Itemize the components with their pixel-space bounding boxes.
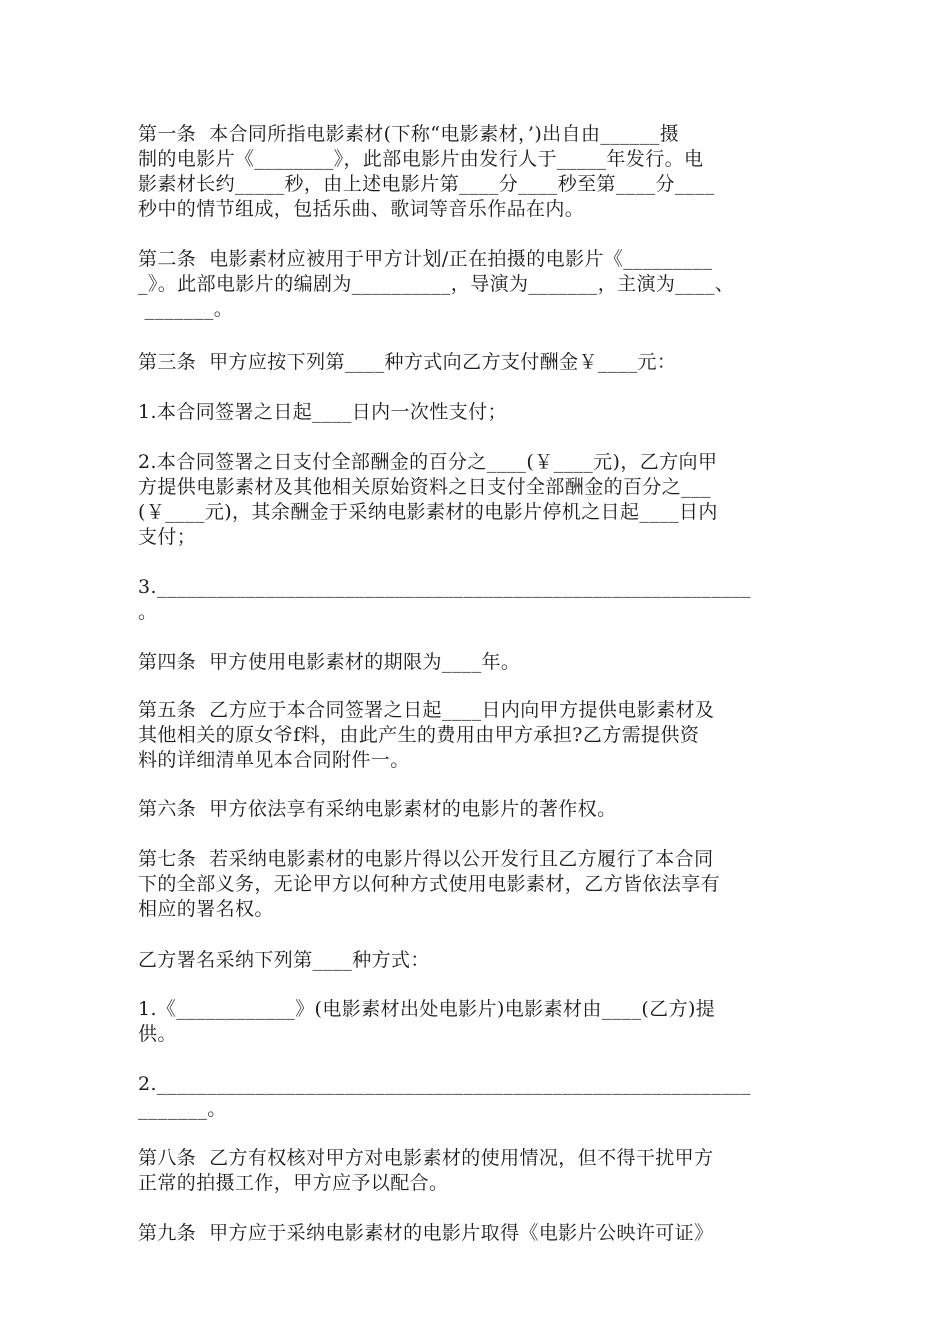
text-line: 其他相关的原女爷f料，由此产生的费用由甲方承担?乙方需提供资: [138, 724, 700, 746]
signature-option-2: [138, 1072, 818, 1122]
text-line: 第五条 乙方应于本合同签署之日起____日内向甲方提供电影素材及: [138, 699, 715, 721]
text-line: 料的详细清单见本合同附件一。: [138, 749, 410, 771]
text-line: _》。此部电影片的编剧为__________，导演为_______，主演为____、: [138, 273, 735, 295]
article-1-paragraph: [138, 122, 818, 222]
payment-option-1: [138, 400, 818, 425]
text-line: 相应的署名权。: [138, 898, 274, 920]
text-line: 第九条 甲方应于采纳电影素材的电影片取得《电影片公映许可证》: [138, 1222, 714, 1244]
text-line: 。: [138, 601, 158, 623]
signature-option-1: [138, 997, 818, 1047]
text-line: 第七条 若采纳电影素材的电影片得以公开发行且乙方履行了本合同: [138, 848, 714, 870]
article-2-paragraph: [138, 247, 818, 322]
article-6-paragraph: [138, 797, 818, 822]
text-line: 乙方署名采纳下列第____种方式：: [138, 949, 430, 971]
text-line: 第八条 乙方有权核对甲方对电影素材的使用情况，但不得干扰甲方: [138, 1147, 714, 1169]
text-line: 制的电影片《________》，此部电影片由发行人于_____年发行。电: [138, 148, 704, 170]
text-line: 供。: [138, 1023, 177, 1045]
payment-option-3: [138, 575, 818, 625]
text-line: 下的全部义务，无论甲方以何种方式使用电影素材，乙方皆依法享有: [138, 873, 721, 895]
text-line: 秒中的情节组成，包括乐曲、歌词等音乐作品在内。: [138, 198, 585, 220]
text-line: _______。: [138, 298, 234, 320]
text-line: 1.《____________》(电影素材出处电影片)电影素材由____(乙方)提: [138, 998, 716, 1020]
article-5-paragraph: [138, 698, 818, 773]
article-4-paragraph: [138, 650, 818, 675]
article-8-paragraph: [138, 1146, 818, 1196]
text-line: _______。: [138, 1098, 227, 1120]
text-line: 支付；: [138, 526, 197, 548]
text-line: 第一条 本合同所指电影素材(下称“电影素材，’)出自由______摄: [138, 123, 680, 145]
article-7-paragraph: [138, 847, 818, 922]
text-line: 影素材长约_____秒，由上述电影片第____分____秒至第____分____: [138, 173, 715, 195]
text-line: 第二条 电影素材应被用于甲方计划/正在拍摄的电影片《_________: [138, 248, 713, 270]
text-line: (￥____元)，其余酬金于采纳电影素材的电影片停机之日起____日内: [138, 501, 718, 523]
text-line: 正常的拍摄工作，甲方应予以配合。: [138, 1172, 449, 1194]
text-line: 第四条 甲方使用电影素材的期限为____年。: [138, 651, 521, 673]
text-line: 第六条 甲方依法享有采纳电影素材的电影片的著作权。: [138, 798, 617, 820]
text-line: 2.____________________________________________________________: [138, 1073, 751, 1095]
text-line: 3.____________________________________________________________: [138, 576, 751, 598]
signature-options-paragraph: [138, 948, 818, 973]
text-line: 方提供电影素材及其他相关原始资料之日支付全部酬金的百分之___: [138, 476, 711, 498]
text-line: 1.本合同签署之日起____日内一次性支付；: [138, 401, 507, 423]
text-line: 2.本合同签署之日支付全部酬金的百分之____(￥____元)，乙方向甲: [138, 451, 718, 473]
text-line: 第三条 甲方应按下列第____种方式向乙方支付酬金￥____元：: [138, 351, 677, 373]
article-3-paragraph: [138, 350, 818, 375]
payment-option-2: [138, 450, 818, 550]
article-9-paragraph: [138, 1221, 818, 1246]
